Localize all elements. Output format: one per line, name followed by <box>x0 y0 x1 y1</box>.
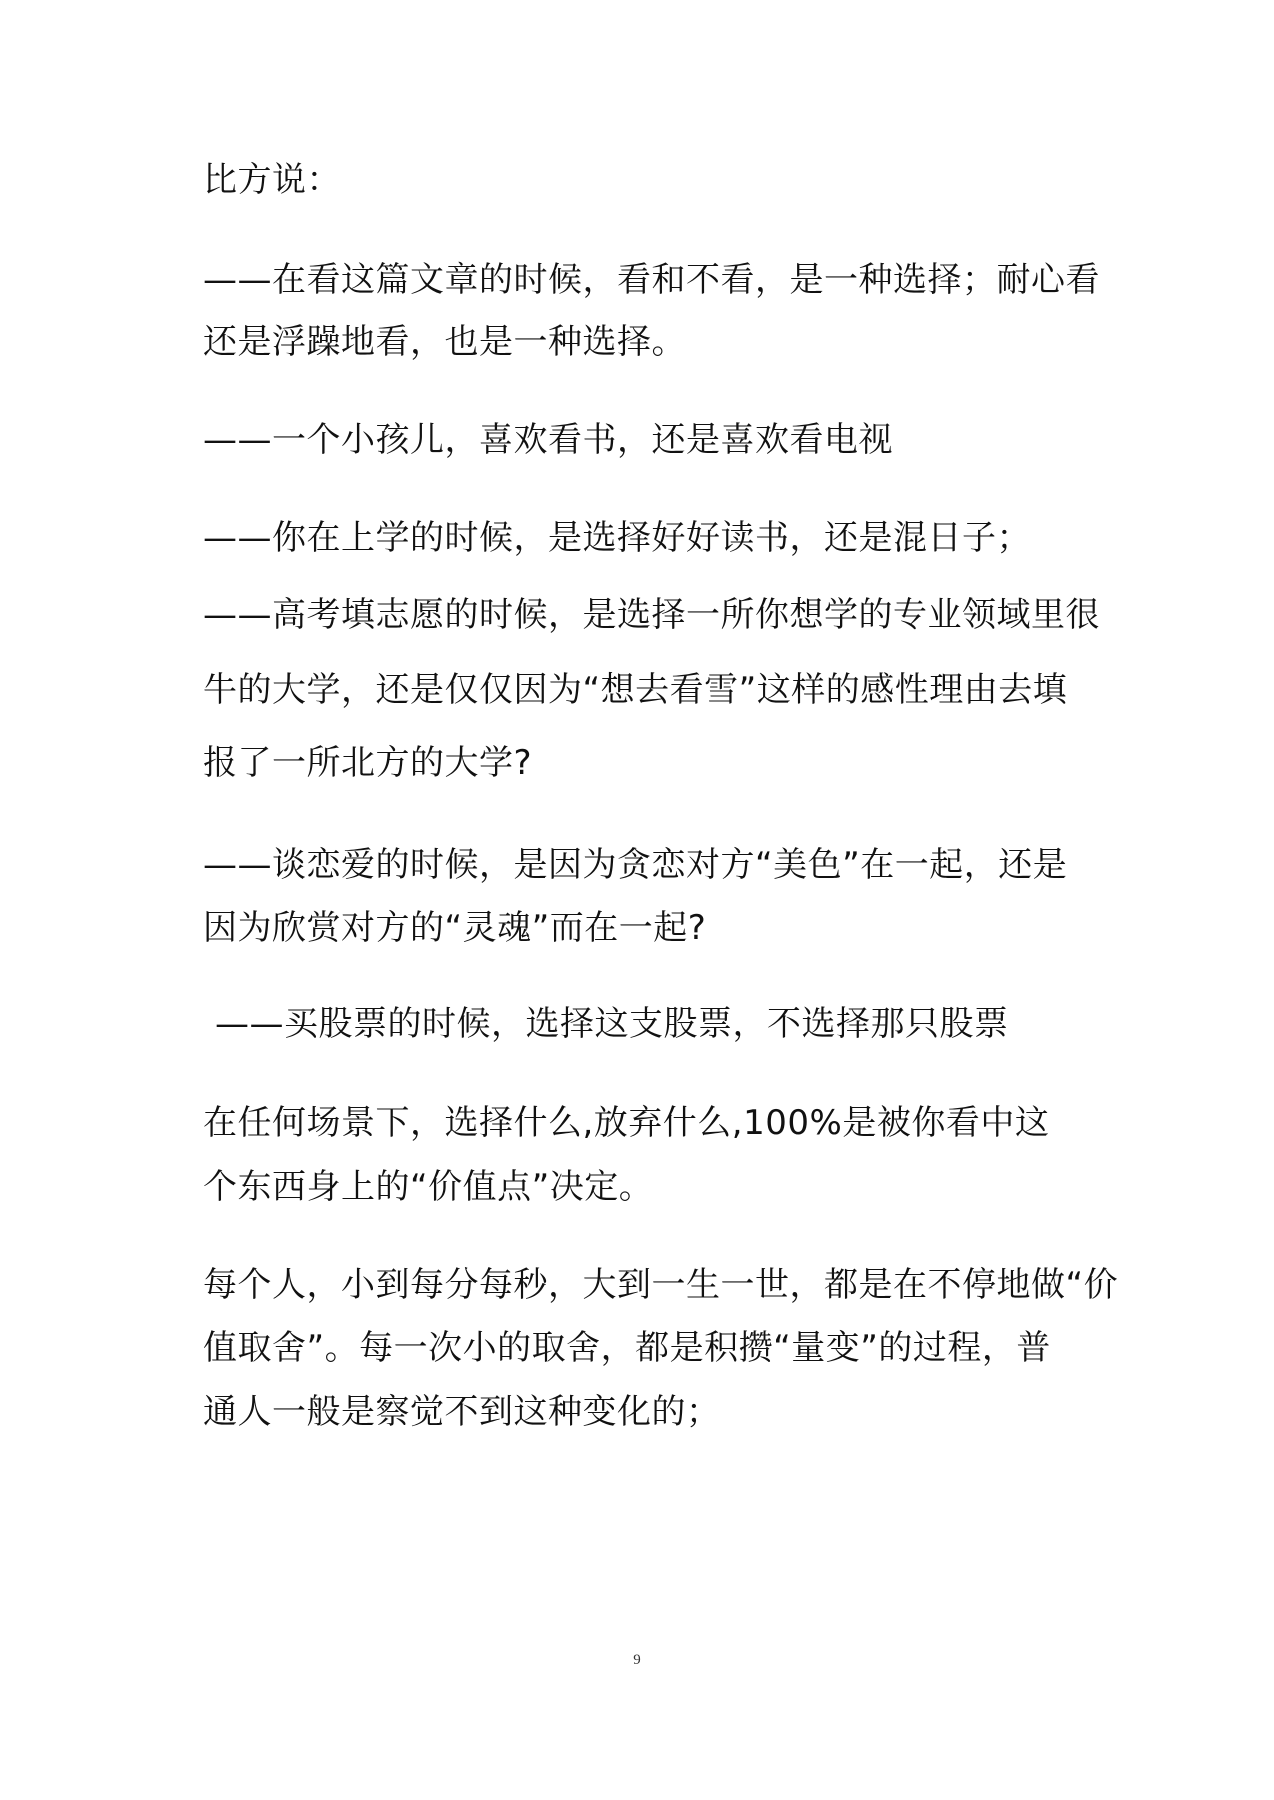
paragraph-line: ——一个小孩儿，喜欢看书，还是喜欢看电视 <box>203 420 893 460</box>
paragraph-line: ——你在上学的时候，是选择好好读书，还是混日子； <box>203 518 1031 558</box>
paragraph-line: 个东西身上的“价值点”决定。 <box>203 1167 654 1207</box>
paragraph-line: 在任何场景下，选择什么,放弃什么,100%是被你看中这 <box>203 1103 1050 1143</box>
paragraph-line: 报了一所北方的大学? <box>203 743 533 783</box>
paragraph-line: 值取舍”。每一次小的取舍，都是积攒“量变”的过程，普 <box>203 1328 1051 1368</box>
paragraph-line: ——买股票的时候，选择这支股票，不选择那只股票 <box>215 1004 1009 1044</box>
paragraph-line: ——高考填志愿的时候，是选择一所你想学的专业领域里很 <box>203 595 1100 635</box>
paragraph-line: 还是浮躁地看，也是一种选择。 <box>203 322 686 362</box>
paragraph-line: 通人一般是察觉不到这种变化的； <box>203 1392 721 1432</box>
paragraph-line: 因为欣赏对方的“灵魂”而在一起? <box>203 908 707 948</box>
paragraph-line: 每个人，小到每分每秒，大到一生一世，都是在不停地做“价 <box>203 1265 1119 1305</box>
intro-line: 比方说： <box>203 160 341 200</box>
paragraph-line: 牛的大学，还是仅仅因为“想去看雪”这样的感性理由去填 <box>203 670 1068 710</box>
paragraph-line: ——在看这篇文章的时候，看和不看，是一种选择；耐心看 <box>203 260 1100 300</box>
page-number: 9 <box>633 1652 641 1668</box>
paragraph-line: ——谈恋爱的时候，是因为贪恋对方“美色”在一起，还是 <box>203 845 1068 885</box>
